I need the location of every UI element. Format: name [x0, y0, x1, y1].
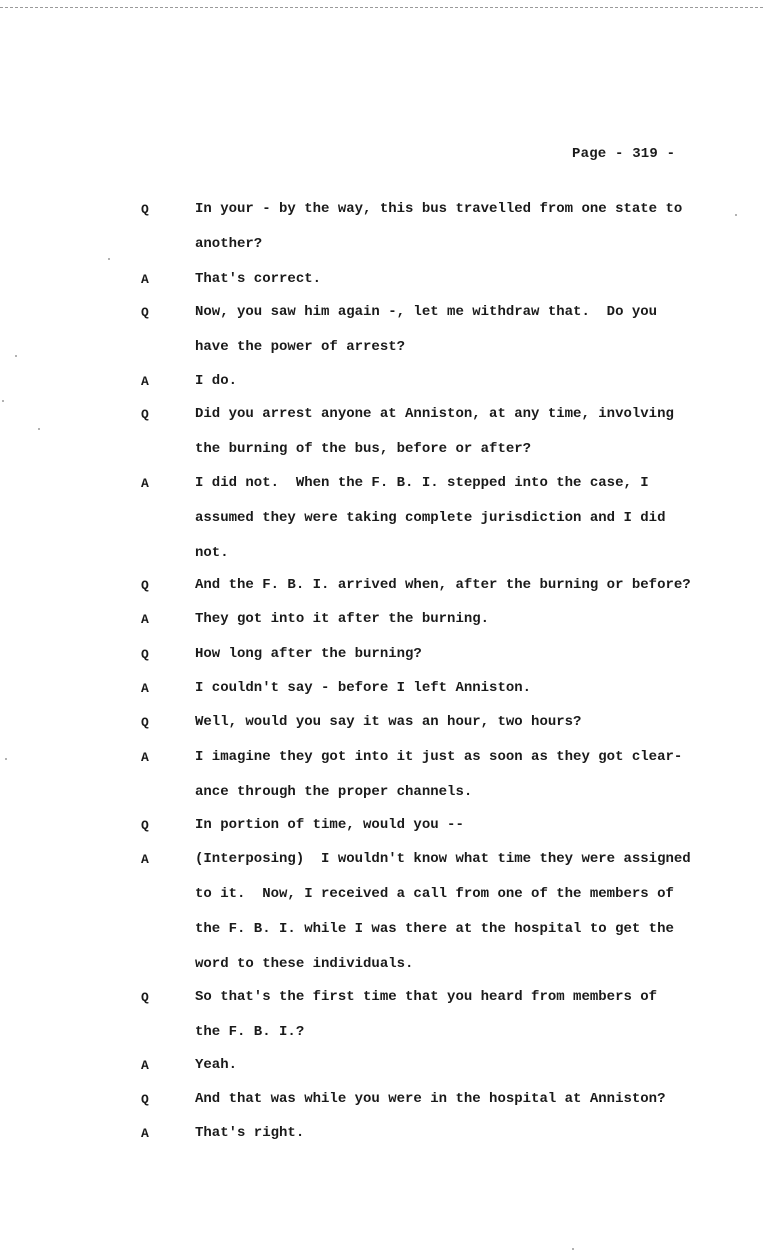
answer-marker: A [141, 750, 149, 765]
transcript-line: I couldn't say - before I left Anniston. [195, 680, 532, 696]
question-marker: Q [141, 990, 149, 1005]
transcript-line: the burning of the bus, before or after? [195, 441, 532, 457]
transcript-text [195, 842, 740, 982]
answer-marker: A [141, 681, 149, 696]
transcript-line: to it. Now, I received a call from one of the members of [195, 886, 674, 902]
transcript-text [195, 1082, 740, 1117]
transcript-line: assumed they were taking complete jurisdiction and I did [195, 510, 666, 526]
transcript-line: Well, would you say it was an hour, two hours? [195, 714, 582, 730]
transcript-line: Now, you saw him again -, let me withdraw that. Do you [195, 304, 658, 320]
scan-speck [38, 428, 40, 430]
transcript-line: have the power of arrest? [195, 339, 406, 355]
scan-speck [108, 258, 110, 260]
transcript-line: ance through the proper channels. [195, 784, 473, 800]
transcript-text [195, 364, 740, 399]
page-number: Page - 319 - [572, 146, 676, 162]
answer-marker: A [141, 852, 149, 867]
transcript-text [195, 466, 740, 571]
answer-marker: A [141, 612, 149, 627]
scan-speck [2, 400, 4, 402]
transcript-text [195, 1048, 740, 1083]
transcript-text [195, 568, 740, 603]
transcript-text [195, 295, 740, 365]
transcript-line: How long after the burning? [195, 646, 422, 662]
answer-marker: A [141, 1058, 149, 1073]
scan-speck [15, 355, 17, 357]
transcript-line: I did not. When the F. B. I. stepped into the case, I [195, 475, 649, 491]
scan-speck [5, 758, 7, 760]
transcript-line: That's right. [195, 1125, 305, 1141]
scan-speck [735, 214, 737, 216]
question-marker: Q [141, 715, 149, 730]
transcript-line: That's correct. [195, 271, 322, 287]
transcript-text [195, 705, 740, 740]
transcript-line: the F. B. I.? [195, 1024, 305, 1040]
transcript-line: In portion of time, would you -- [195, 817, 464, 833]
transcript-line: So that's the first time that you heard from members of [195, 989, 658, 1005]
transcript-line: Did you arrest anyone at Anniston, at any time, involving [195, 406, 674, 422]
question-marker: Q [141, 305, 149, 320]
answer-marker: A [141, 374, 149, 389]
transcript-text [195, 192, 740, 262]
question-marker: Q [141, 578, 149, 593]
transcript-line: (Interposing) I wouldn't know what time they were assigned [195, 851, 691, 867]
transcript-line: I do. [195, 373, 238, 389]
transcript-line: word to these individuals. [195, 956, 414, 972]
transcript-text [195, 740, 740, 810]
question-marker: Q [141, 1092, 149, 1107]
transcript-text [195, 980, 740, 1050]
transcript-text [195, 262, 740, 297]
transcript-text [195, 808, 740, 843]
question-marker: Q [141, 407, 149, 422]
question-marker: Q [141, 647, 149, 662]
transcript-line: They got into it after the burning. [195, 611, 490, 627]
answer-marker: A [141, 1126, 149, 1141]
transcript-line: not. [195, 545, 229, 561]
answer-marker: A [141, 476, 149, 491]
transcript-text [195, 637, 740, 672]
transcript-line: And that was while you were in the hospital at Anniston? [195, 1091, 666, 1107]
scan-speck [572, 1248, 574, 1250]
transcript-line: In your - by the way, this bus travelled from one state to [195, 201, 683, 217]
transcript-text [195, 671, 740, 706]
question-marker: Q [141, 818, 149, 833]
transcript-line: the F. B. I. while I was there at the hospital to get the [195, 921, 674, 937]
transcript-line: Yeah. [195, 1057, 238, 1073]
transcript-line: And the F. B. I. arrived when, after the burning or before? [195, 577, 691, 593]
transcript-line: another? [195, 236, 263, 252]
transcript-line: I imagine they got into it just as soon as they got clear- [195, 749, 683, 765]
transcript-text [195, 1116, 740, 1151]
transcript-text [195, 602, 740, 637]
question-marker: Q [141, 202, 149, 217]
transcript-text [195, 397, 740, 467]
answer-marker: A [141, 272, 149, 287]
